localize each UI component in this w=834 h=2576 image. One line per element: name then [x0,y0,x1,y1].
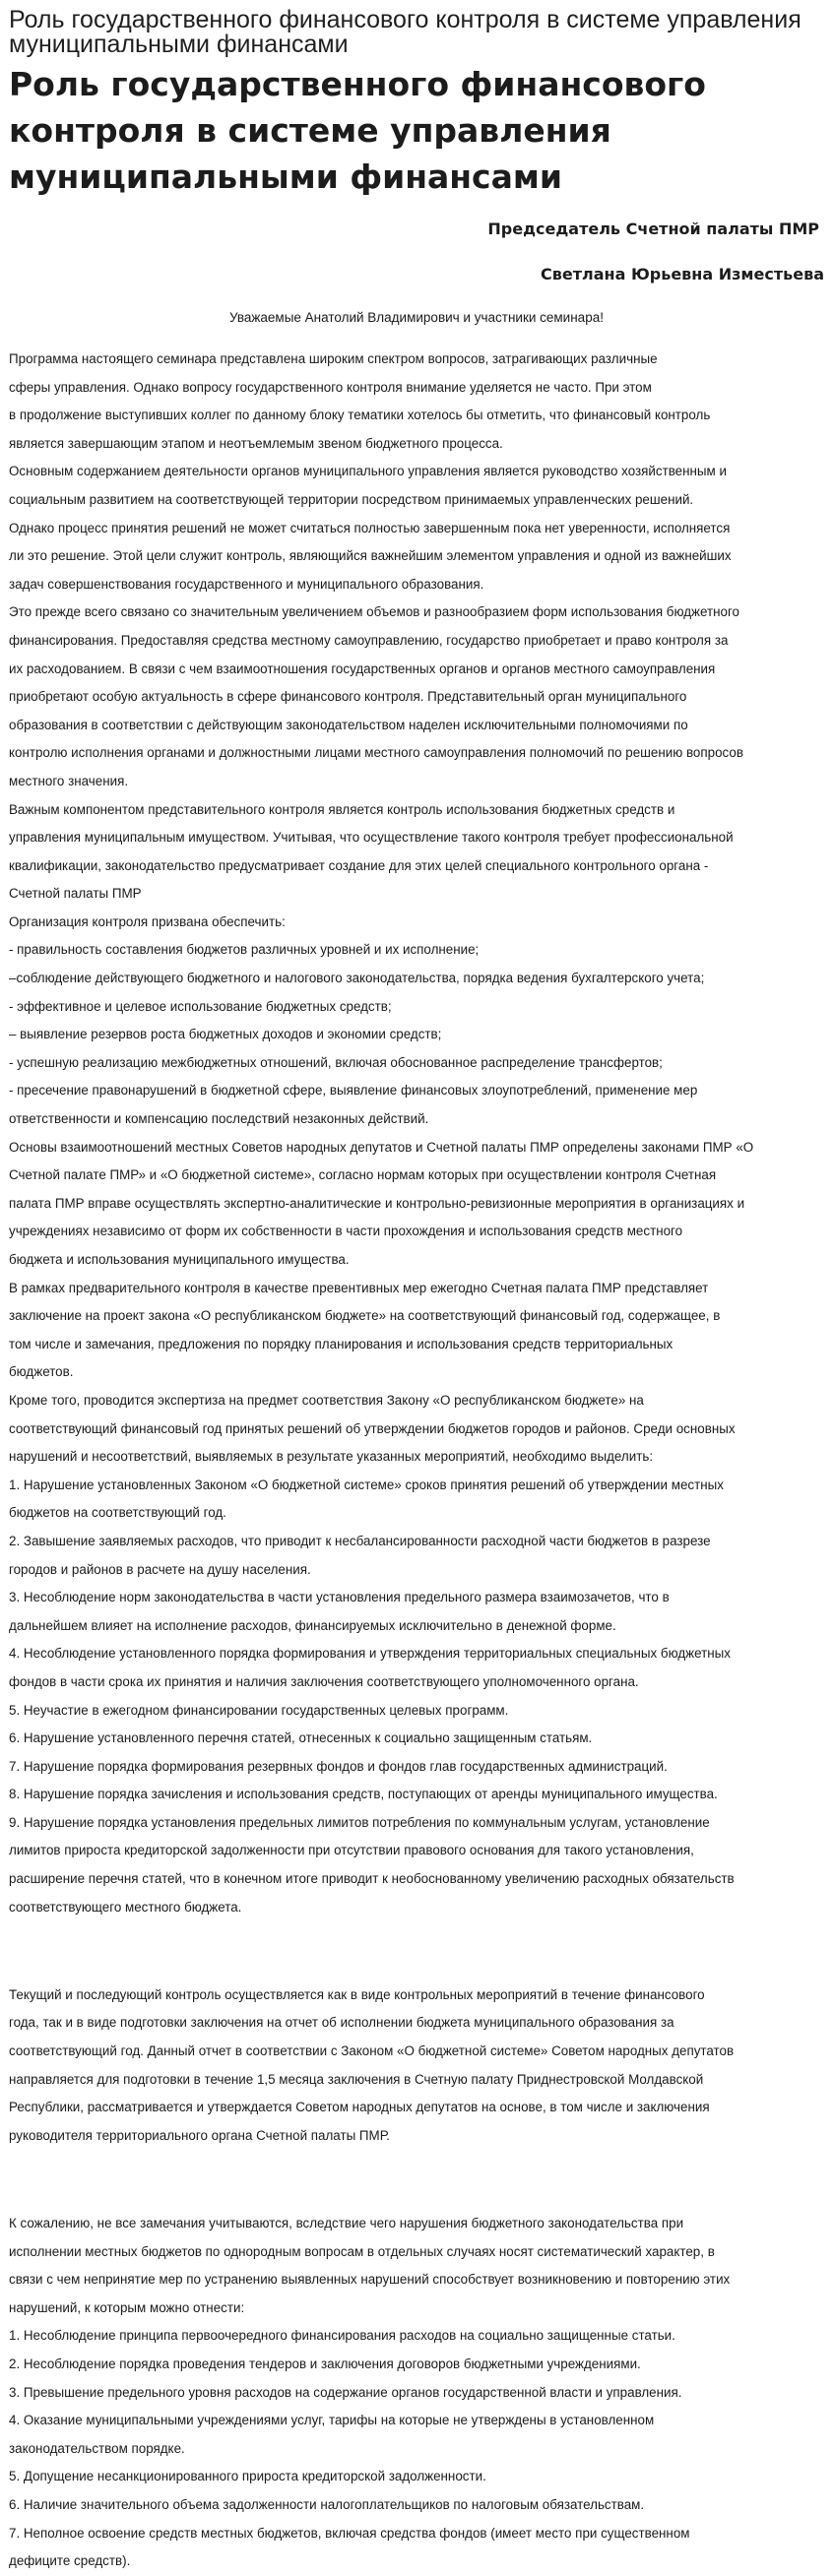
paragraph: - пресечение правонарушений в бюджетной сфере, выявление финансовых злоупотреблений, применение мер ответственности и компенсацию последствий незаконных действий. [9,1083,698,1127]
paragraph: Организация контроля призвана обеспечить: [9,913,286,929]
paragraph: 1. Несоблюдение принципа первоочередного финансирования расходов на социально защищенные статьи. [9,2328,675,2344]
paragraph: - правильность составления бюджетов различных уровней и их исполнение; [9,942,480,958]
paragraph-spacer [9,1937,824,1966]
paragraph: 4. Несоблюдение установленного порядка формирования и утверждения территориальных специальных бюджетных фондов в части срока их принятия и наличия заключения соответствующего уполномоченного органа. [9,1646,731,1689]
paragraph: 3. Несоблюдение норм законодательства в части установления предельного размера взаимозачетов, что в дальнейшем влияет на исполнение расходов, финансируемых исключительно в денежной форме. [9,1590,670,1633]
paragraph: В рамках предварительного контроля в качестве превентивных мер ежегодно Счетная палата ПМР представляет заключение на проект закона «О республиканском бюджете» на соответствующий финансовый год, содержащее, в том числе и замечания, предложения по порядку планирования и использования средств территориальных бюджетов. [9,1280,721,1380]
document-body [9,346,824,2576]
paragraph: 8. Нарушение порядка зачисления и использования средств, поступающих от аренды муниципального имущества. [9,1787,718,1802]
paragraph: - успешную реализацию межбюджетных отношений, включая обоснованное распределение трансфертов; [9,1054,663,1070]
paragraph: Однако процесс принятия решений не может считаться полностью завершенным пока нет уверенности, исполняется ли это решение. Этой цели служит контроль, являющийся важнейшим элементом управления и одной из важнейших задач совершенствования государственного и муниципального образования. [9,520,732,592]
paragraph: Текущий и последующий контроль осуществляется как в виде контрольных мероприятий в течение финансового года, так и в виде подготовки заключения на отчет об исполнении бюджета муниципального образования за соответствующий год. Данный отчет в соответствии с Законом «О бюджетной системе» Советом народных депутатов направляется для подготовки в течение 1,5 месяца заключения в Счетную палату Приднестровской Молдавской Республики, рассматривается и утверждается Советом народных депутатов на основе, в том числе и заключения руководителя территориального органа Счетной палаты ПМР. [9,1986,735,2143]
paragraph: 1. Нарушение установленных Законом «О бюджетной системе» сроков принятия решений об утверждении местных бюджетов на соответствующий год. [9,1476,724,1521]
paragraph: 5. Допущение несанкционированного прироста кредиторской задолженности. [9,2469,486,2484]
paragraph: 2. Несоблюдение порядка проведения тендеров и заключения договоров бюджетными учреждениями. [9,2356,641,2371]
signature-position: Председатель Счетной палаты ПМР [487,220,819,238]
paragraph: Основы взаимоотношений местных Советов народных депутатов и Счетной палаты ПМР определены законами ПМР «О Счетной палате ПМР» и «О бюджетной системе», согласно нормам которых при осуществлении контроля Счетная палата ПМР вправе осуществлять экспертно-аналитические и контрольно-ревизионные мероприятия в организациях и учреждениях независимо от форм их собственности в части прохождения и использования средств местного бюджета и использования муниципального имущества. [9,1139,754,1267]
paragraph: Важным компонентом представительного контроля является контроль использования бюджетных средств и управления муниципальным имуществом. Учитывая, что осуществление такого контроля требует профессиональной квалификации, законодательство предусматривает создание для этих целей специального контрольного органа - Счетной палаты ПМР [9,801,734,902]
signature-name: Светлана Юрьевна Изместьева [541,265,824,283]
paragraph: 7. Нарушение порядка формирования резервных фондов и фондов глав государственных администраций. [9,1758,668,1774]
paragraph: Это прежде всего связано со значительным увеличением объемов и разнообразием форм использования бюджетного финансирования. Предоставляя средства местному самоуправлению, государство приобретает и право контроля за их расходованием. В связи с чем взаимоотношения государственных органов и органов местного самоуправления приобретают особую актуальность в сфере финансового контроля. Представительный орган муниципального образования в соответствии с действующим законодательством наделен исключительными полномочиями по контролю исполнения органами и должностными лицами местного самоуправления полномочий по решению вопросов местного значения. [9,604,743,788]
paragraph: 7. Неполное освоение средств местных бюджетов, включая средства фондов (имеет место при существенном дефиците средств). [9,2525,690,2569]
document-heading: Роль государственного финансового контроля в системе управления муниципальными финансами [9,65,706,196]
paragraph: Кроме того, проводится экспертиза на предмет соответствия Закону «О республиканском бюджете» на соответствующий финансовый год принятых решений об утверждении бюджетов городов и районов. Среди основных нарушений и несоответствий, выявляемых в результате указанных мероприятий, необходимо выделить: [9,1392,736,1465]
paragraph: 3. Превышение предельного уровня расходов на содержание органов государственной власти и управления. [9,2384,682,2400]
paragraph: 5. Неучастие в ежегодном финансировании государственных целевых программ. [9,1702,509,1718]
document-title: Роль государственного финансового контроля в системе управления муниципальными финансами [9,6,802,58]
paragraph-spacer [9,2166,824,2194]
greeting: Уважаемые Анатолий Владимирович и участники семинара! [229,310,604,325]
paragraph: – выявление резервов роста бюджетных доходов и экономии средств; [9,1027,442,1042]
paragraph: –соблюдение действующего бюджетного и налогового законодательства, порядка ведения бухгалтерского учета; [9,971,705,986]
paragraph: К сожалению, не все замечания учитываются, вследствие чего нарушения бюджетного законодательства при исполнении местных бюджетов по однородным вопросам в отдельных случаях носят систематический характер, в связи с чем непринятие мер по устранению выявленных нарушений способствует возникновению и повторению этих нарушений, к которым можно отнести: [9,2216,731,2315]
paragraph: 9. Нарушение порядка установления предельных лимитов потребления по коммунальным услугам, установление лимитов прироста кредиторской задолженности при отсутствии правового основания для такого установления, расширение перечня статей, что в конечном итоге приводит к необоснованному увеличению расходных обязательств соответствующего местного бюджета. [9,1814,735,1915]
paragraph: 6. Наличие значительного объема задолженности налогоплательщиков по налоговым обязательствам. [9,2496,645,2512]
paragraph: Программа настоящего семинара представлена широким спектром вопросов, затрагивающих различные сферы управления. Однако вопросу государственного контроля внимание уделяется не часто. При этом в продолжение выступивших коллег по данному блоку тематики хотелось бы отметить, что финансовый контроль является завершающим этапом и неотъемлемым звеном бюджетного процесса. [9,351,711,451]
paragraph: 2. Завышение заявляемых расходов, что приводит к несбалансированности расходной части бюджетов в разрезе городов и районов в расчете на душу населения. [9,1533,711,1577]
paragraph: Основным содержанием деятельности органов муниципального управления является руководство хозяйственным и социальным развитием на соответствующей территории посредством принимаемых управленческих решений. [9,464,727,507]
paragraph: 4. Оказание муниципальными учреждениями услуг, тарифы на которые не утверждены в установленном законодательством порядке. [9,2413,655,2456]
paragraph: 6. Нарушение установленного перечня статей, отнесенных к социально защищенным статьям. [9,1730,593,1746]
paragraph: - эффективное и целевое использование бюджетных средств; [9,998,392,1014]
